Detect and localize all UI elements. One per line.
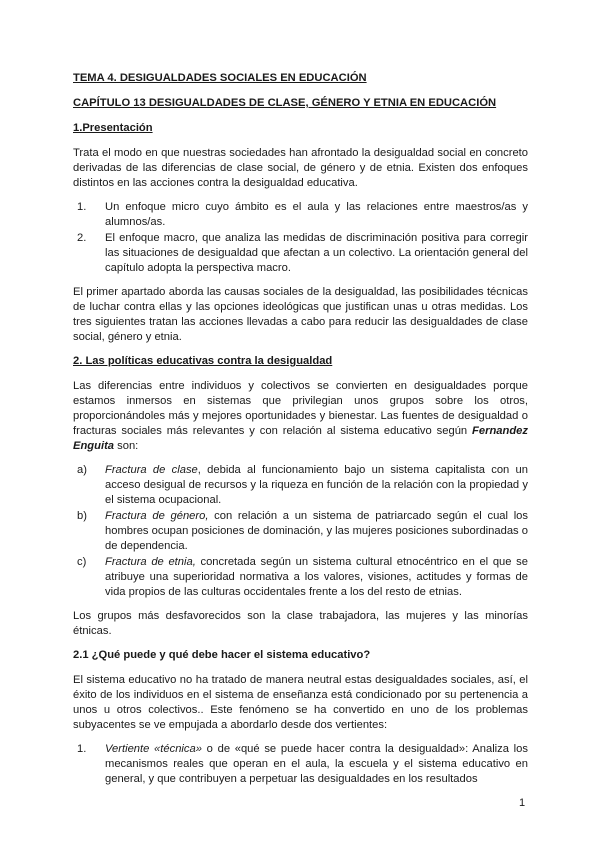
list-item-text: El enfoque macro, que analiza las medidas de discriminación positiva para corregir las situaciones de desigualdad que afectan a un colectivo. La orientación general del capítulo adopta la perspectiva macro. [105,232,528,274]
list-item [73,463,528,508]
list-item-term: Vertiente «técnica» [105,743,202,755]
list-marker: 2. [77,232,87,244]
list-marker: 1. [77,743,87,755]
chapter-title: CAPÍTULO 13 DESIGUALDADES DE CLASE, GÉNERO Y ETNIA EN EDUCACIÓN [73,97,497,109]
list-marker: c) [77,556,87,568]
list-item-term: Fractura de género, [105,510,209,522]
section-1-heading: 1.Presentación [73,122,153,134]
section-2-heading: 2. Las políticas educativas contra la desigualdad [73,355,333,367]
intro-text-end: son: [114,440,139,452]
author-name: Fernandez Enguita [73,425,528,452]
page-number: 1 [519,797,526,809]
list-item-text: o de «qué se puede hacer contra la desigualdad»: Analiza los mecanismos reales que operan en el aula, la escuela y el sistema educativo en general, y que contribuyen a perpetuar las desigualdades en los resultados [105,743,528,785]
list-marker: 1. [77,201,87,213]
page-content [73,71,528,796]
list-marker: b) [77,510,87,522]
section-2-1-heading: 2.1 ¿Qué puede y qué debe hacer el sistema educativo? [73,649,371,661]
section-1-intro: Trata el modo en que nuestras sociedades han afrontado la desigualdad social en concreto derivadas de las diferencias de clase social, de género y de etnia. Existen dos enfoques distintos en las acciones contra la desigualdad educativa. [73,147,528,189]
section-1-list [73,200,528,276]
document-title: TEMA 4. DESIGUALDADES SOCIALES EN EDUCACIÓN [73,72,367,84]
list-item-term: Fractura de etnia, [105,556,196,568]
section-2-list [73,463,528,600]
list-item [73,231,528,276]
list-item-text: concretada según un sistema cultural etnocéntrico en el que se atribuye una superioridad normativa a los valores, visiones, actitudes y formas de vida propios de las culturas occidentales frente a los del resto de etnias. [105,556,528,598]
section-1-paragraph-2: El primer apartado aborda las causas sociales de la desigualdad, las posibilidades técnicas de luchar contra ellas y las opciones ideológicas que justifican unas u otras medidas. Los tres siguientes tratan las acciones llevadas a cabo para reducir las desigualdades de clase social, género y etnia. [73,286,528,343]
section-2-1-list [73,742,528,787]
section-2-1-intro: El sistema educativo no ha tratado de manera neutral estas desigualdades sociales, así, el éxito de los individuos en el sistema de enseñanza está condicionado por su pertenencia a unos u otros colectivos.. Este fenómeno se ha convertido en uno de los problemas subyacentes se ve empujada a abordarlo desde dos vertientes: [73,674,528,731]
section-2-intro [73,379,528,454]
list-item-text: Un enfoque micro cuyo ámbito es el aula y las relaciones entre maestros/as y alumnos/as. [105,201,528,228]
section-2-closing: Los grupos más desfavorecidos son la clase trabajadora, las mujeres y las minorías étnicas. [73,610,528,637]
list-item [73,200,528,230]
list-item-term: Fractura de clase [105,464,198,476]
intro-text: Las diferencias entre individuos y colectivos se convierten en desigualdades porque estamos inmersos en sistemas que privilegian unos grupos sobre los otros, proporcionándoles más y mejores oportunidades y bienestar. Las fuentes de desigualdad o fracturas sociales más relevantes y con relación al sistema educativo según [73,380,528,437]
list-item [73,555,528,600]
list-item-text: , debida al funcionamiento bajo un sistema capitalista con un acceso desigual de recursos y la riqueza en función de la relación con la propiedad y el sistema ocupacional. [105,464,528,506]
list-item-text: con relación a un sistema de patriarcado según el cual los hombres ocupan posiciones de dominación, y las mujeres posiciones subordinadas o de dependencia. [105,510,529,552]
list-marker: a) [77,464,87,476]
list-item [73,509,528,554]
list-item [73,742,528,787]
